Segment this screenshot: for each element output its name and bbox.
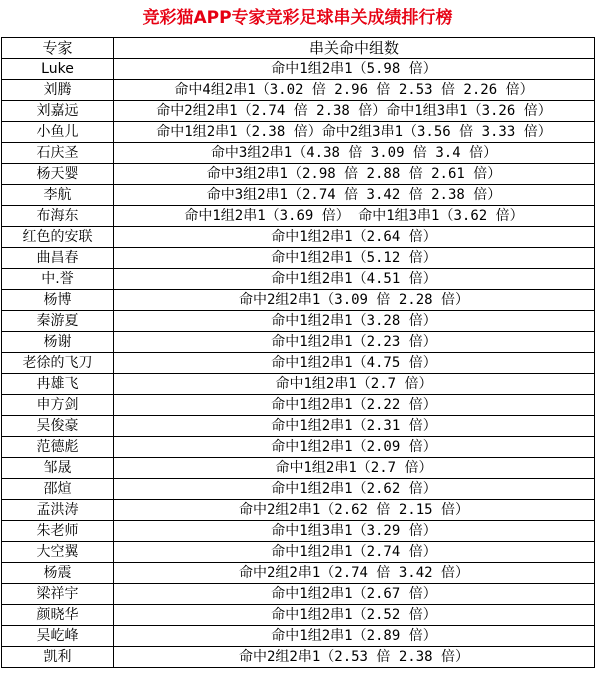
expert-name-cell: 梁祥宇 — [2, 584, 114, 605]
ranking-table — [1, 37, 595, 668]
result-cell: 命中2组2串1（2.74 倍 3.42 倍） — [114, 563, 595, 584]
result-cell: 命中1组2串1（2.62 倍） — [114, 479, 595, 500]
table-row — [2, 269, 595, 290]
expert-name-cell: 杨天婴 — [2, 164, 114, 185]
expert-name-cell: 吴屹峰 — [2, 626, 114, 647]
table-row — [2, 290, 595, 311]
expert-name-cell: 红色的安联 — [2, 227, 114, 248]
table-row — [2, 563, 595, 584]
result-cell: 命中1组2串1（2.74 倍） — [114, 542, 595, 563]
table-row — [2, 185, 595, 206]
expert-name-cell: 邵煊 — [2, 479, 114, 500]
result-cell: 命中1组2串1（2.23 倍） — [114, 332, 595, 353]
table-row — [2, 227, 595, 248]
table-row — [2, 626, 595, 647]
expert-name-cell: 秦游夏 — [2, 311, 114, 332]
expert-name-cell: 杨博 — [2, 290, 114, 311]
result-cell: 命中1组2串1（2.38 倍）命中2组3串1（3.56 倍 3.33 倍） — [114, 122, 595, 143]
expert-name-cell: 邹晟 — [2, 458, 114, 479]
result-cell: 命中1组2串1（3.69 倍） 命中1组3串1（3.62 倍） — [114, 206, 595, 227]
header-result: 串关命中组数 — [114, 38, 595, 59]
table-row — [2, 101, 595, 122]
expert-name-cell: 凯利 — [2, 647, 114, 668]
result-cell: 命中1组2串1（2.09 倍） — [114, 437, 595, 458]
table-row — [2, 647, 595, 668]
table-row — [2, 416, 595, 437]
table-row — [2, 395, 595, 416]
expert-name-cell: 朱老师 — [2, 521, 114, 542]
table-row — [2, 332, 595, 353]
header-expert: 专家 — [2, 38, 114, 59]
expert-name-cell: 杨震 — [2, 563, 114, 584]
header-row — [2, 38, 595, 59]
result-cell: 命中1组2串1（2.31 倍） — [114, 416, 595, 437]
expert-name-cell: 吴俊豪 — [2, 416, 114, 437]
result-cell: 命中3组2串1（2.74 倍 3.42 倍 2.38 倍） — [114, 185, 595, 206]
table-row — [2, 353, 595, 374]
result-cell: 命中3组2串1（4.38 倍 3.09 倍 3.4 倍） — [114, 143, 595, 164]
result-cell: 命中1组2串1（4.75 倍） — [114, 353, 595, 374]
result-cell: 命中1组2串1（2.7 倍） — [114, 374, 595, 395]
expert-name-cell: 冉雄飞 — [2, 374, 114, 395]
table-row — [2, 437, 595, 458]
result-cell: 命中1组2串1（2.22 倍） — [114, 395, 595, 416]
table-row — [2, 374, 595, 395]
result-cell: 命中1组2串1（2.67 倍） — [114, 584, 595, 605]
table-row — [2, 521, 595, 542]
expert-name-cell: 申方剑 — [2, 395, 114, 416]
expert-name-cell: 刘嘉远 — [2, 101, 114, 122]
result-cell: 命中1组2串1（3.28 倍） — [114, 311, 595, 332]
result-cell: 命中2组2串1（3.09 倍 2.28 倍） — [114, 290, 595, 311]
table-row — [2, 542, 595, 563]
table-row — [2, 248, 595, 269]
result-cell: 命中1组3串1（3.29 倍） — [114, 521, 595, 542]
expert-name-cell: 老徐的飞刀 — [2, 353, 114, 374]
result-cell: 命中2组2串1（2.53 倍 2.38 倍） — [114, 647, 595, 668]
expert-name-cell: Luke — [2, 59, 114, 80]
result-cell: 命中3组2串1（2.98 倍 2.88 倍 2.61 倍） — [114, 164, 595, 185]
result-cell: 命中1组2串1（2.7 倍） — [114, 458, 595, 479]
table-row — [2, 584, 595, 605]
table-body — [2, 59, 595, 668]
expert-name-cell: 刘腾 — [2, 80, 114, 101]
table-row — [2, 80, 595, 101]
result-cell: 命中1组2串1（5.98 倍） — [114, 59, 595, 80]
result-cell: 命中1组2串1（2.52 倍） — [114, 605, 595, 626]
expert-name-cell: 曲昌春 — [2, 248, 114, 269]
expert-name-cell: 布海东 — [2, 206, 114, 227]
table-row — [2, 122, 595, 143]
expert-name-cell: 小鱼儿 — [2, 122, 114, 143]
table-row — [2, 59, 595, 80]
expert-name-cell: 孟洪涛 — [2, 500, 114, 521]
table-row — [2, 164, 595, 185]
expert-name-cell: 范德彪 — [2, 437, 114, 458]
table-row — [2, 311, 595, 332]
table-row — [2, 479, 595, 500]
result-cell: 命中1组2串1（2.89 倍） — [114, 626, 595, 647]
expert-name-cell: 大空翼 — [2, 542, 114, 563]
result-cell: 命中4组2串1（3.02 倍 2.96 倍 2.53 倍 2.26 倍） — [114, 80, 595, 101]
expert-name-cell: 中.誉 — [2, 269, 114, 290]
result-cell: 命中1组2串1（5.12 倍） — [114, 248, 595, 269]
table-row — [2, 605, 595, 626]
expert-name-cell: 颜晓华 — [2, 605, 114, 626]
result-cell: 命中2组2串1（2.62 倍 2.15 倍） — [114, 500, 595, 521]
table-row — [2, 206, 595, 227]
result-cell: 命中1组2串1（4.51 倍） — [114, 269, 595, 290]
table-row — [2, 500, 595, 521]
page-title: 竞彩猫APP专家竞彩足球串关成绩排行榜 — [142, 8, 453, 28]
expert-name-cell: 李航 — [2, 185, 114, 206]
result-cell: 命中2组2串1（2.74 倍 2.38 倍）命中1组3串1（3.26 倍） — [114, 101, 595, 122]
table-row — [2, 458, 595, 479]
table-row — [2, 143, 595, 164]
result-cell: 命中1组2串1（2.64 倍） — [114, 227, 595, 248]
expert-name-cell: 石庆圣 — [2, 143, 114, 164]
expert-name-cell: 杨谢 — [2, 332, 114, 353]
